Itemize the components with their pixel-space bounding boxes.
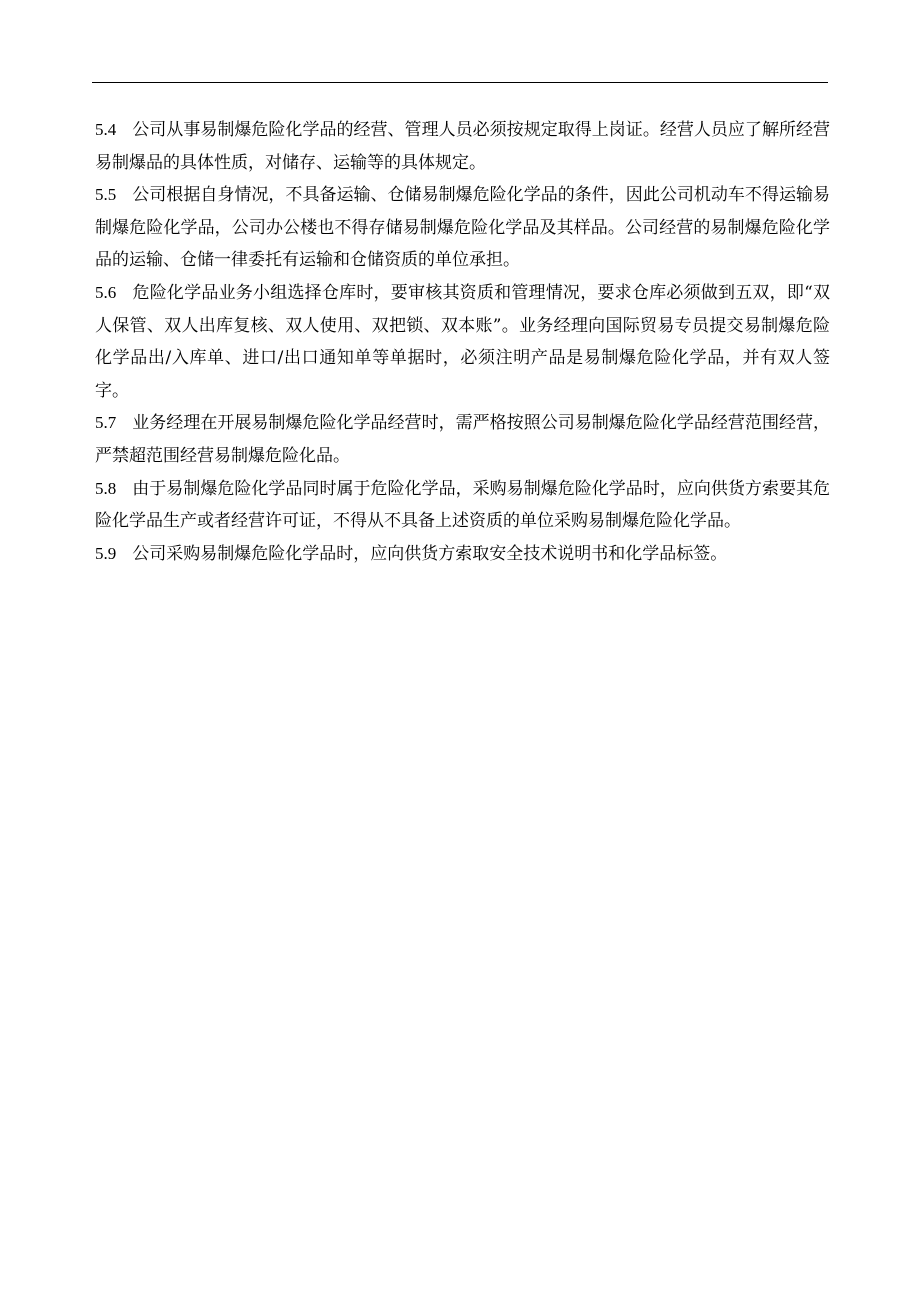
section-5-8 [95, 473, 830, 538]
section-number: 5.4 [95, 120, 117, 139]
section-number: 5.9 [95, 543, 117, 563]
section-text: 危险化学品业务小组选择仓库时，要审核其资质和管理情况，要求仓库必须做到五双，即“双人保管、双人出库复核、双人使用、双把锁、双本账”。业务经理向国际贸易专员提交易制爆危险化学品出/入库单、进口/出口通知单等单据时，必须注明产品是易制爆危险化学品，并有双人签字。 [95, 282, 830, 401]
section-number: 5.6 [95, 282, 117, 302]
section-5-7 [95, 407, 830, 472]
section-number: 5.5 [95, 185, 117, 205]
section-5-5 [95, 179, 830, 277]
section-5-4 [95, 114, 830, 179]
section-text: 公司根据自身情况，不具备运输、仓储易制爆危险化学品的条件，因此公司机动车不得运输易制爆危险化学品，公司办公楼也不得存储易制爆危险化学品及其样品。公司经营的易制爆危险化学品的运输、仓储一律委托有运输和仓储资质的单位承担。 [95, 185, 830, 271]
header-rule [92, 82, 828, 83]
section-text: 由于易制爆危险化学品同时属于危险化学品，采购易制爆危险化学品时，应向供货方索要其危险化学品生产或者经营许可证，不得从不具备上述资质的单位采购易制爆危险化学品。 [95, 478, 830, 532]
section-text: 业务经理在开展易制爆危险化学品经营时，需严格按照公司易制爆危险化学品经营范围经营，严禁超范围经营易制爆危险化品。 [95, 413, 830, 466]
section-text: 公司从事易制爆危险化学品的经营、管理人员必须按规定取得上岗证。经营人员应了解所经营易制爆品的具体性质，对储存、运输等的具体规定。 [95, 120, 830, 173]
section-5-6 [95, 277, 830, 407]
section-text: 公司采购易制爆危险化学品时，应向供货方索取安全技术说明书和化学品标签。 [132, 543, 728, 564]
section-number: 5.7 [95, 413, 117, 433]
document-body [95, 114, 830, 570]
section-number: 5.8 [95, 478, 117, 498]
section-5-9 [95, 538, 830, 571]
